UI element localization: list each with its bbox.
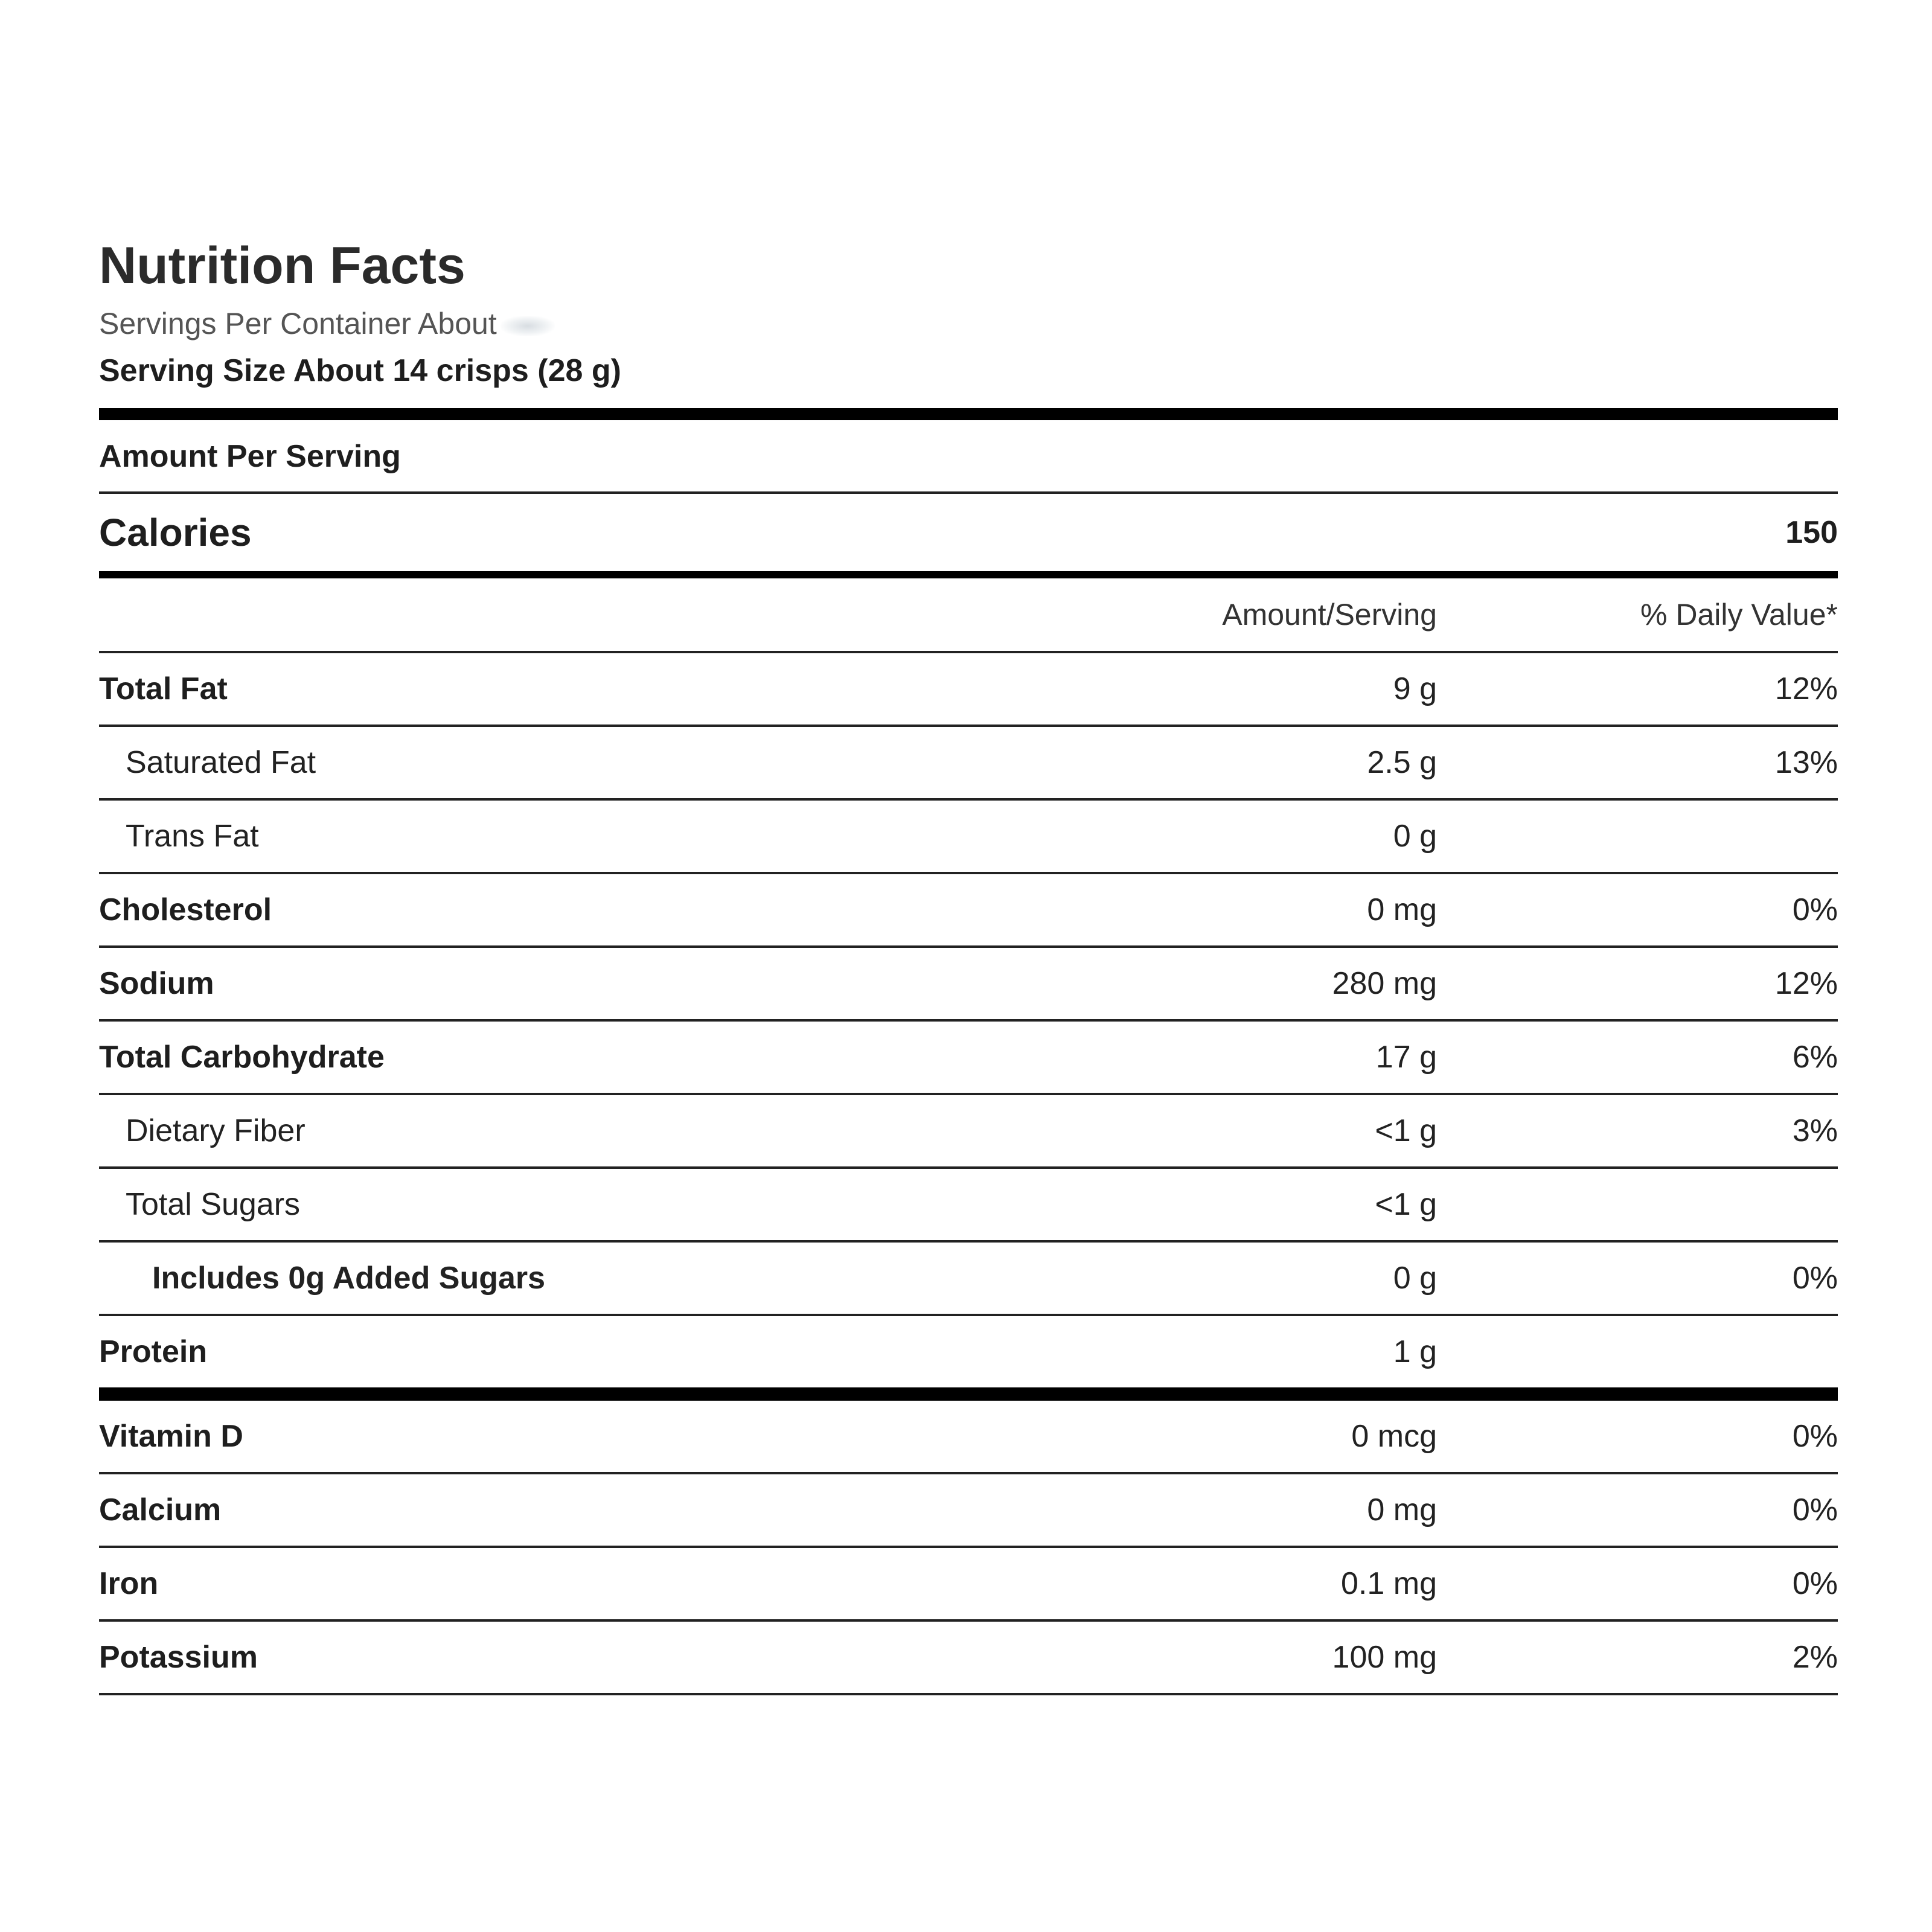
nutrient-row-sodium <box>99 948 1838 1022</box>
vitamin-amount: 0 mcg <box>1351 1419 1437 1454</box>
column-header-row <box>99 578 1838 653</box>
vitamin-amount: 0 mg <box>1367 1492 1437 1527</box>
nutrient-row-total-carbohydrate <box>99 1022 1838 1095</box>
vitamin-amount: 0.1 mg <box>1341 1566 1437 1601</box>
nutrient-name: Saturated Fat <box>126 745 316 780</box>
vitamin-daily-value: 0% <box>1792 1419 1838 1454</box>
calories-row <box>99 494 1838 578</box>
nutrient-name: Trans Fat <box>126 819 259 854</box>
nutrient-amount: <1 g <box>1375 1113 1437 1148</box>
servings-per-container <box>99 305 1838 343</box>
nutrient-name: Cholesterol <box>99 892 272 927</box>
nutrient-daily-value: 6% <box>1792 1040 1838 1075</box>
nutrient-row-saturated-fat <box>99 727 1838 801</box>
vitamin-daily-value: 0% <box>1792 1492 1838 1527</box>
nutrient-daily-value: 0% <box>1792 892 1838 927</box>
nutrient-amount: 0 mg <box>1367 892 1437 927</box>
nutrient-name: Total Carbohydrate <box>99 1040 385 1075</box>
nutrient-row-total-sugars <box>99 1169 1838 1243</box>
nutrient-daily-value: 12% <box>1774 671 1838 706</box>
nutrient-amount: 0 g <box>1393 819 1437 854</box>
column-header-daily-value: % Daily Value* <box>1640 598 1838 632</box>
nutrient-row-cholesterol <box>99 874 1838 948</box>
vitamin-amount: 100 mg <box>1332 1640 1437 1675</box>
nutrient-name: Includes 0g Added Sugars <box>152 1261 546 1296</box>
vitamin-row-vitamin-d <box>99 1401 1838 1474</box>
serving-size: Serving Size About 14 crisps (28 g) <box>99 353 621 388</box>
nutrient-name: Dietary Fiber <box>126 1113 305 1148</box>
vitamin-daily-value: 2% <box>1792 1640 1838 1675</box>
vitamin-row-calcium <box>99 1474 1838 1548</box>
nutrient-amount: 280 mg <box>1332 966 1437 1001</box>
vitamin-daily-value: 0% <box>1792 1566 1838 1601</box>
nutrient-amount: 0 g <box>1393 1261 1437 1296</box>
nutrient-row-added-sugars <box>99 1243 1838 1316</box>
vitamin-name: Vitamin D <box>99 1419 243 1454</box>
nutrient-amount: <1 g <box>1375 1187 1437 1222</box>
nutrient-row-protein <box>99 1316 1838 1401</box>
nutrient-amount: 17 g <box>1375 1040 1437 1075</box>
vitamin-name: Iron <box>99 1566 159 1601</box>
nutrient-amount: 9 g <box>1393 671 1437 706</box>
vitamin-row-iron <box>99 1548 1838 1622</box>
nutrient-amount: 1 g <box>1393 1334 1437 1369</box>
blurred-servings-value <box>501 316 555 336</box>
nutrient-daily-value: 3% <box>1792 1113 1838 1148</box>
servings-per-container-text: Servings Per Container About <box>99 307 497 341</box>
nutrition-facts-label <box>99 235 1838 1695</box>
amount-per-serving: Amount Per Serving <box>99 420 1838 494</box>
label-title: Nutrition Facts <box>99 237 465 295</box>
calories-label: Calories <box>99 511 252 554</box>
nutrient-name: Protein <box>99 1334 208 1369</box>
calories-value: 150 <box>1785 515 1838 550</box>
nutrient-name: Total Fat <box>99 671 228 706</box>
nutrient-daily-value: 13% <box>1774 745 1838 780</box>
column-header-amount: Amount/Serving <box>1222 598 1437 632</box>
nutrient-amount: 2.5 g <box>1367 745 1437 780</box>
nutrient-name: Total Sugars <box>126 1187 301 1222</box>
nutrient-daily-value: 12% <box>1774 966 1838 1001</box>
vitamin-name: Calcium <box>99 1492 222 1527</box>
nutrient-daily-value: 0% <box>1792 1261 1838 1296</box>
vitamin-name: Potassium <box>99 1640 258 1675</box>
nutrient-row-total-fat <box>99 653 1838 727</box>
nutrient-row-dietary-fiber <box>99 1095 1838 1169</box>
nutrient-name: Sodium <box>99 966 214 1001</box>
thick-divider <box>99 408 1838 420</box>
nutrient-row-trans-fat <box>99 801 1838 874</box>
vitamin-row-potassium <box>99 1622 1838 1695</box>
